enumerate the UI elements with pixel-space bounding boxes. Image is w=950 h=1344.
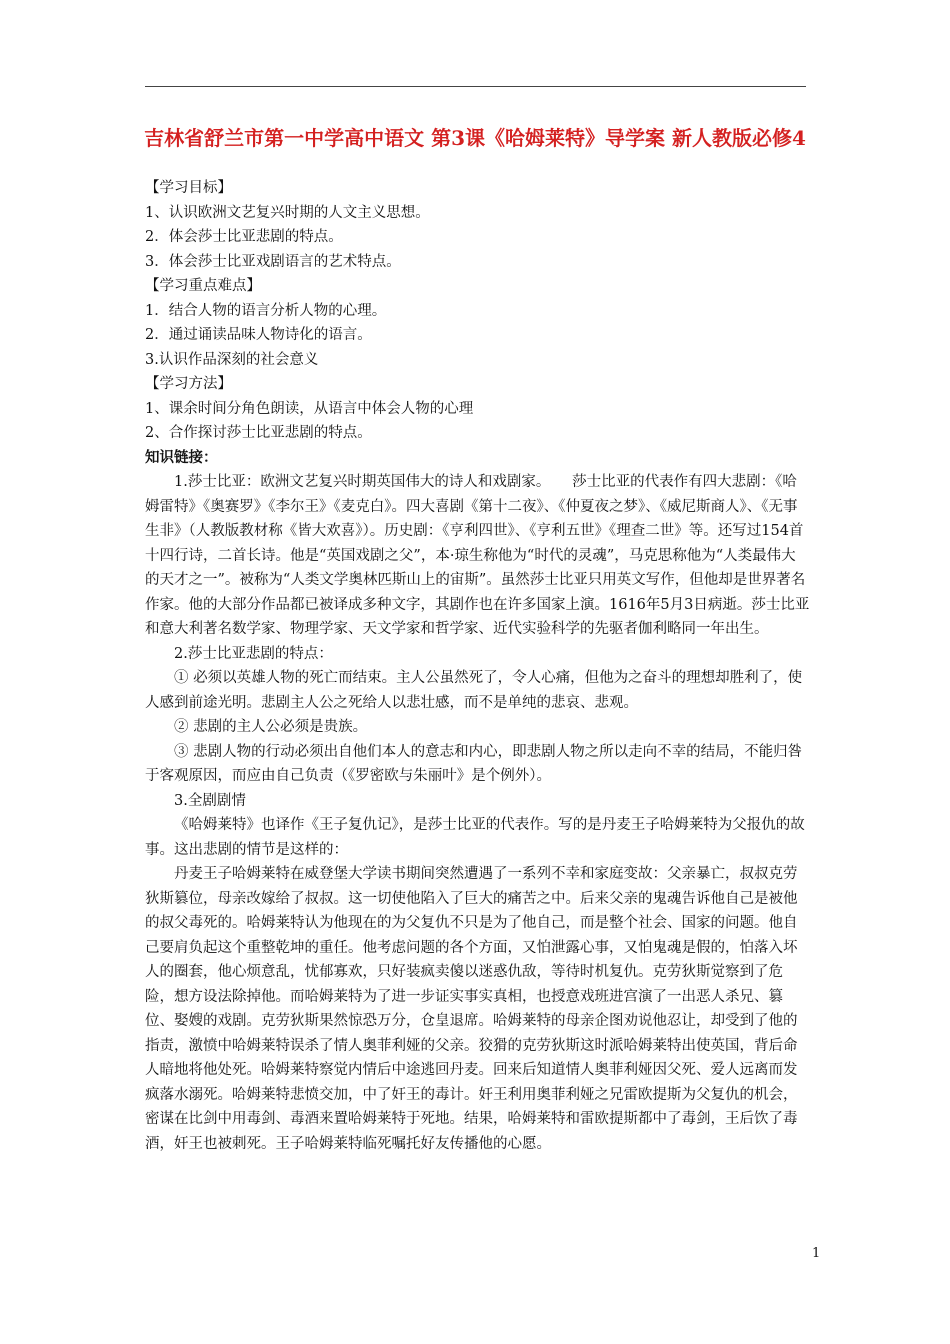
links-heading: 知识链接： [145, 448, 218, 466]
keypoints-heading: 【学习重点难点】 [145, 278, 261, 294]
header-rule [145, 86, 806, 87]
tragedy-features-heading: 2.莎士比亚悲剧的特点： [174, 645, 333, 662]
document-title: 吉林省舒兰市第一中学高中语文 第3课《哈姆莱特》导学案 新人教版必修4 [144, 126, 806, 150]
plot-story-paragraph: 丹麦王子哈姆莱特在威登堡大学读书期间突然遭遇了一系列不幸和家庭变故：父亲暴亡，叔叔克劳狄斯篡位，母亲改嫁给了叔叔。这一切使他陷入了巨大的痛苦之中。后来父亲的鬼魂告诉他自己是被他的叔父毒死的。哈姆莱特认为他现在的为父复仇不只是为了他自己，而是整个社会、国家的问题。他自己要肩负起这个重整乾坤的重任。他考虑问题的各个方面，又怕泄露心事，又怕鬼魂是假的，怕落入坏人的圈套，他心烦意乱，忧郁寡欢，只好装疯卖傻以迷惑仇敌，等待时机复仇。克劳狄斯觉察到了危险，想方设法除掉他。而哈姆莱特为了进一步证实事实真相，也授意戏班进宫演了一出恶人杀兄、篡位、娶嫂的戏剧。克劳狄斯果然惊恐万分，仓皇退席。哈姆莱特的母亲企图劝说他忍让，却受到了他的指责，激愤中哈姆莱特误杀了情人奥菲利娅的父亲。狡猾的克劳狄斯这时派哈姆莱特出使英国，背后命人暗地将他处死。哈姆莱特察觉内情后中途逃回丹麦。回来后知道情人奥菲利娅因父死、爱人远离而发疯落水溺死。哈姆莱特悲愤交加，中了奸王的毒计。奸王利用奥菲利娅之兄雷欧提斯为父复仇的机会，密谋在比剑中用毒剑、毒酒来置哈姆莱特于死地。结果，哈姆莱特和雷欧提斯都中了毒剑，王后饮了毒酒，奸王也被刺死。王子哈姆莱特临死嘱托好友传播他的心愿。 [145, 866, 798, 1152]
method-item: 2、合作探讨莎士比亚悲剧的特点。 [145, 425, 372, 441]
objective-item: 2．体会莎士比亚悲剧的特点。 [145, 229, 343, 245]
plot-heading: 3.全剧剧情 [174, 792, 246, 809]
objective-item: 1、认识欧洲文艺复兴时期的人文主义思想。 [145, 204, 430, 221]
page-number: 1 [812, 1246, 821, 1261]
objectives-heading: 【学习目标】 [145, 180, 232, 196]
methods-heading: 【学习方法】 [145, 376, 232, 392]
keypoint-item: 1．结合人物的语言分析人物的心理。 [145, 302, 387, 319]
shakespeare-intro-paragraph: 1.莎士比亚：欧洲文艺复兴时期英国伟大的诗人和戏剧家。 莎士比亚的代表作有四大悲剧：《哈姆雷特》《奥赛罗》《李尔王》《麦克白》。四大喜剧《第十二夜》、《仲夏夜之梦》、《威尼斯商人》、《无事生非》（人教版教材称《皆大欢喜》）。历史剧：《亨利四世》、《亨利五世》《理查二世》等。还写过154首十四行诗，二首长诗。他是“英国戏剧之父”，本·琼生称他为“时代的灵魂”，马克思称他为“人类最伟大的天才之一”。被称为“人类文学奥林匹斯山上的宙斯”。虽然莎士比亚只用英文写作，但他却是世界著名作家。他的大部分作品都已被译成多种文字，其剧作也在许多国家上演。1616年5月3日病逝。莎士比亚和意大利著名数学家、物理学家、天文学家和哲学家、近代实验科学的先驱者伽利略同一年出生。 [145, 474, 810, 637]
document-body [145, 176, 810, 1156]
plot-intro-paragraph: 《哈姆莱特》也译作《王子复仇记》，是莎士比亚的代表作。写的是丹麦王子哈姆莱特为父报仇的故事。这出悲剧的情节是这样的： [145, 817, 805, 858]
keypoint-item: 3.认识作品深刻的社会意义 [145, 351, 319, 368]
tragedy-feature-item: ② 悲剧的主人公必须是贵族。 [174, 719, 368, 735]
keypoint-item: 2．通过诵读品味人物诗化的语言。 [145, 327, 372, 343]
tragedy-feature-item: ① 必须以英雄人物的死亡而结束。主人公虽然死了，令人心痛，但他为之奋斗的理想却胜利了，使人感到前途光明。悲剧主人公之死给人以悲壮感，而不是单纯的悲哀、悲观。 [145, 670, 803, 711]
objective-item: 3．体会莎士比亚戏剧语言的艺术特点。 [145, 253, 401, 270]
tragedy-feature-item: ③ 悲剧人物的行动必须出自他们本人的意志和内心，即悲剧人物之所以走向不幸的结局，不能归咎于客观原因，而应由自己负责（《罗密欧与朱丽叶》是个例外）。 [145, 743, 803, 784]
method-item: 1、课余时间分角色朗读，从语言中体会人物的心理 [145, 400, 474, 417]
